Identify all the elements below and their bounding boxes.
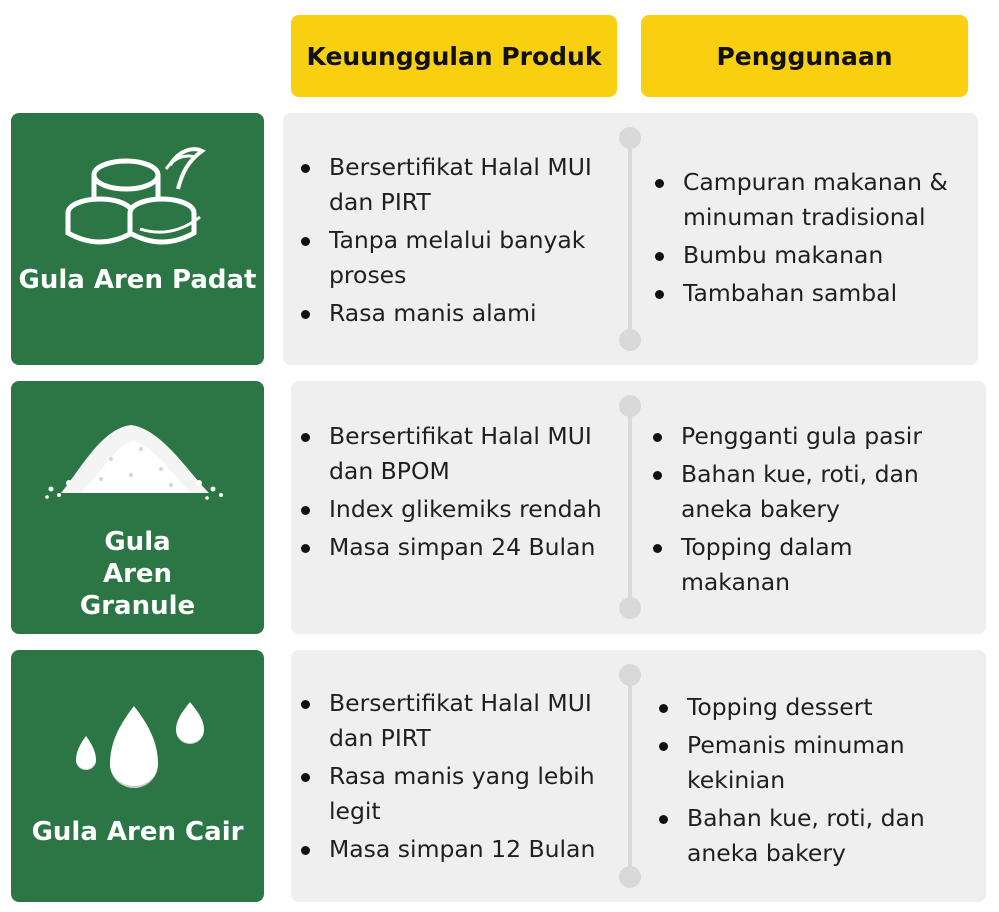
list-item: Pemanis minuman kekinian — [657, 728, 957, 798]
list-item: Index glikemiks rendah — [299, 492, 609, 527]
divider-cair — [628, 675, 632, 877]
list-item: Tanpa melalui banyak proses — [299, 223, 609, 293]
divider-granule — [628, 406, 632, 608]
header-penggunaan-text: Penggunaan — [716, 41, 893, 71]
product-name-padat: Gula Aren Padat — [18, 265, 257, 295]
product-name-granule: Gula Aren Granule — [79, 527, 196, 621]
list-item: Bahan kue, roti, dan aneka bakery — [657, 801, 957, 871]
list-item: Pengganti gula pasir — [651, 419, 951, 454]
uses-list-cair — [657, 690, 957, 874]
product-label-granule — [11, 381, 264, 634]
sugar-blocks-icon — [62, 147, 207, 255]
list-item: Rasa manis alami — [299, 296, 609, 331]
advantages-list-cair — [299, 686, 609, 870]
advantages-list-padat — [299, 150, 609, 334]
list-item: Campuran makanan & minuman tradisional — [653, 165, 968, 235]
sugar-pile-icon — [41, 419, 227, 501]
divider-dot-bottom-granule — [619, 597, 641, 619]
list-item: Bersertifikat Halal MUI dan BPOM — [299, 419, 609, 489]
product-label-padat — [11, 113, 264, 365]
product-label-cair — [11, 650, 264, 902]
list-item: Bersertifikat Halal MUI dan PIRT — [299, 686, 609, 756]
list-item: Bahan kue, roti, dan aneka bakery — [651, 457, 951, 527]
list-item: Masa simpan 24 Bulan — [299, 530, 609, 565]
header-penggunaan — [641, 15, 968, 97]
divider-dot-top-granule — [619, 395, 641, 417]
list-item: Tambahan sambal — [653, 276, 968, 311]
list-item: Bersertifikat Halal MUI dan PIRT — [299, 150, 609, 220]
product-name-cair: Gula Aren Cair — [31, 817, 244, 847]
list-item: Rasa manis yang lebih legit — [299, 759, 609, 829]
uses-list-padat — [653, 165, 968, 314]
divider-padat — [628, 138, 632, 340]
header-keunggulan — [291, 15, 617, 97]
header-keunggulan-text: Keuunggulan Produk — [306, 41, 602, 71]
advantages-list-granule — [299, 419, 609, 568]
divider-dot-bottom-cair — [619, 866, 641, 888]
divider-dot-bottom-padat — [619, 329, 641, 351]
divider-dot-top-cair — [619, 664, 641, 686]
divider-dot-top-padat — [619, 127, 641, 149]
list-item: Topping dalam makanan — [651, 530, 951, 600]
uses-list-granule — [651, 419, 951, 603]
liquid-drops-icon — [66, 702, 206, 798]
list-item: Bumbu makanan — [653, 238, 968, 273]
list-item: Masa simpan 12 Bulan — [299, 832, 609, 867]
list-item: Topping dessert — [657, 690, 957, 725]
